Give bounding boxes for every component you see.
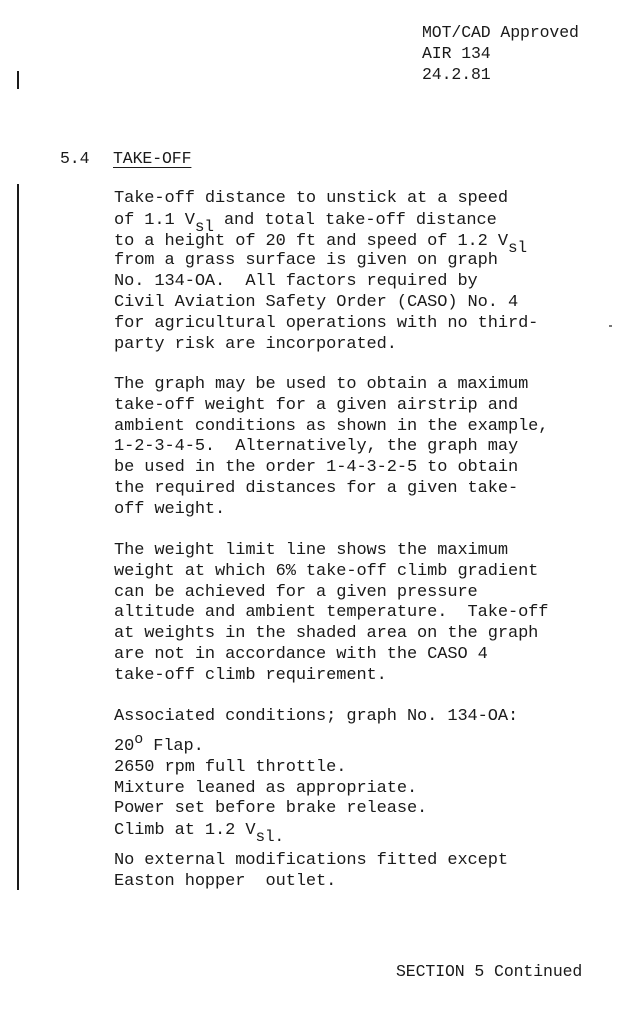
subscript-sl: sl. [255,828,284,847]
text-line: ambient conditions as shown in the example, [114,416,549,436]
text-line: can be achieved for a given pressure [114,582,478,602]
text-line: off weight. [114,499,226,519]
modifications-line: No external modifications fitted except [114,851,508,870]
text-line: Take-off distance to unstick at a speed [114,189,508,208]
section-title: TAKE-OFF [113,149,192,168]
condition-flap [114,731,427,758]
section-continued: SECTION 5 Continued [396,962,583,981]
flap-text: Flap. [143,737,204,756]
condition-climb [114,820,427,847]
subscript-sl: sl [507,238,527,257]
text-fragment: of 1.1 V [114,210,195,230]
text-line: 1-2-3-4-5. Alternatively, the graph may [114,437,519,457]
text-line [114,231,538,257]
text-line: party risk are incorporated. [114,334,397,354]
change-bar-main [17,184,19,890]
text-line [114,210,538,236]
text-line: The weight limit line shows the maximum [114,541,508,560]
scan-speck [609,325,612,327]
condition-mixture: Mixture leaned as appropriate. [114,778,418,798]
condition-power: Power set before brake release. [114,799,428,819]
approval-date: 24.2.81 [422,65,491,84]
paragraph-takeoff-distance [114,189,538,355]
paragraph-graph-usage [114,375,548,521]
text-line: are not in accordance with the CASO 4 [114,644,488,664]
section-number: 5.4 [60,149,90,168]
text-line: take-off weight for a given airstrip and [114,395,519,415]
subscript-sl: sl [194,217,214,236]
text-line: weight at which 6% take-off climb gradient [114,561,539,581]
text-fragment: and total take-off distance [213,210,497,230]
degree-superscript: o [134,731,144,748]
paragraph-weight-limit [114,541,548,687]
text-line: No. 134-OA. All factors required by [114,272,478,292]
air-reference: AIR 134 [422,44,491,63]
text-line: at weights in the shaded area on the graph [114,624,539,644]
text-line: Civil Aviation Safety Order (CASO) No. 4 [114,292,519,312]
text-fragment: to a height of 20 ft and speed of 1.2 V [114,231,508,251]
text-line: take-off climb requirement. [114,665,387,685]
approval-stamp: MOT/CAD Approved [422,23,579,42]
text-line: The graph may be used to obtain a maximum [114,375,529,394]
text-line: the required distances for a given take- [114,478,519,498]
change-bar-top [17,71,19,89]
text-line: altitude and ambient temperature. Take-off [114,603,549,623]
text-line: be used in the order 1-4-3-2-5 to obtain [114,458,519,478]
flap-value: 20 [114,737,135,756]
conditions-heading: Associated conditions; graph No. 134-OA: [114,707,519,726]
modifications-line: Easton hopper outlet. [114,871,337,891]
text-line: from a grass surface is given on graph [114,251,498,271]
climb-text: Climb at 1.2 V [114,821,256,841]
conditions-heading-block [114,707,518,728]
modifications-note [114,851,508,893]
condition-rpm: 2650 rpm full throttle. [114,757,347,777]
text-line: for agricultural operations with no third- [114,313,539,333]
conditions-list [114,731,428,847]
